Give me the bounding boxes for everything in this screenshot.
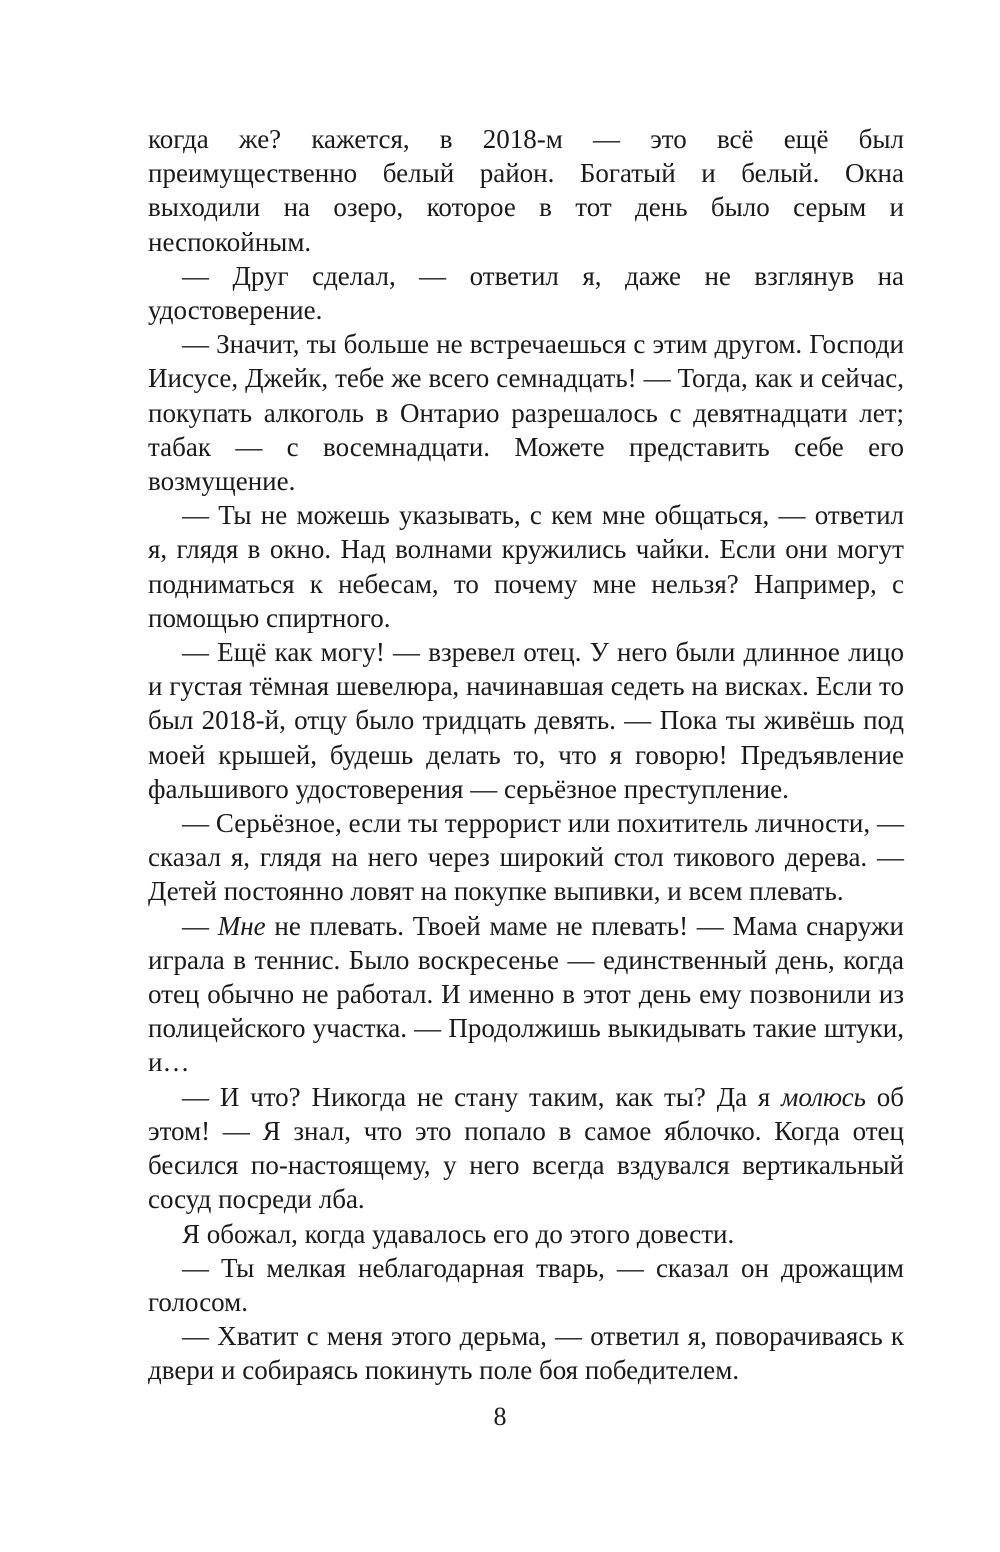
paragraph (148, 635, 904, 806)
paragraph (148, 498, 904, 635)
paragraph-text: когда же? кажется, в 2018-м — это всё ещё был преимущественно белый район. Богатый и белый. Окна выходили на озеро, которое в тот день было серым и неспокойным. (148, 124, 904, 257)
paragraph (148, 1080, 904, 1217)
paragraph (148, 122, 904, 259)
paragraph (148, 806, 904, 909)
paragraph-text: — Ты мелкая неблагодарная тварь, — сказал он дрожащим голосом. (148, 1252, 904, 1317)
paragraph-text: — Хватит с меня этого дерьма, — ответил я, поворачиваясь к двери и собираясь покинуть поле боя победителем. (148, 1321, 904, 1386)
paragraph-text: Я обожал, когда удавалось его до этого довести. (182, 1218, 735, 1249)
paragraph (148, 1217, 904, 1251)
paragraph-text: — И что? Никогда не стану таким, как ты? Да я (182, 1081, 782, 1112)
paragraph-text: — Ещё как могу! — взревел отец. У него были длинное лицо и густая тёмная шевелюра, начинавшая седеть на висках. Если то был 2018-й, отцу было тридцать девять. — Пока ты живёшь под моей крышей, будешь делать то, что я говорю! Предъявление фальшивого удостоверения — серьёзное преступление. (148, 637, 904, 804)
paragraph (148, 909, 904, 1080)
paragraph-text: — Друг сделал, — ответил я, даже не взглянув на удостоверение. (148, 260, 904, 326)
paragraph (148, 327, 904, 498)
paragraph-text: — Ты не можешь указывать, с кем мне общаться, — ответил я, глядя в окно. Над волнами кружились чайки. Если они могут подниматься к небесам, то почему мне нельзя? Например, с помощью спиртного. (148, 500, 904, 633)
paragraph-text: — (182, 910, 218, 941)
page-body (148, 122, 904, 1388)
paragraph-text: — Значит, ты больше не встречаешься с этим другом. Господи Иисусе, Джейк, тебе же всего семнадцать! — Тогда, как и сейчас, покупать алкоголь в Онтарио разрешалось с девятнадцати лет; табак — с восемнадцати. Можете представить себе его возмущение. (148, 329, 904, 497)
paragraph-text: — Серьёзное, если ты террорист или похититель личности, — сказал я, глядя на него через широкий стол тикового дерева. — Детей постоянно ловят на покупке выпивки, и всем плевать. (148, 808, 904, 907)
italic-emphasis: Мне (217, 910, 266, 941)
paragraph-text: не плевать. Твоей маме не плевать! — Мама снаружи играла в теннис. Было воскресенье — единственный день, когда отец обычно не работал. И именно в этот день ему позвонили из полицейского участка. — Продолжишь выкидывать такие штуки, и… (148, 910, 904, 1078)
paragraph-text: об этом! — Я знал, что это попало в самое яблочко. Когда отец бесился по-настоящему, у него всегда вздувался вертикальный сосуд посреди лба. (148, 1081, 904, 1215)
italic-emphasis: молюсь (781, 1081, 866, 1112)
paragraph (148, 1251, 904, 1319)
paragraph (148, 259, 904, 327)
page-number: 8 (493, 1402, 507, 1431)
paragraph (148, 1319, 904, 1387)
